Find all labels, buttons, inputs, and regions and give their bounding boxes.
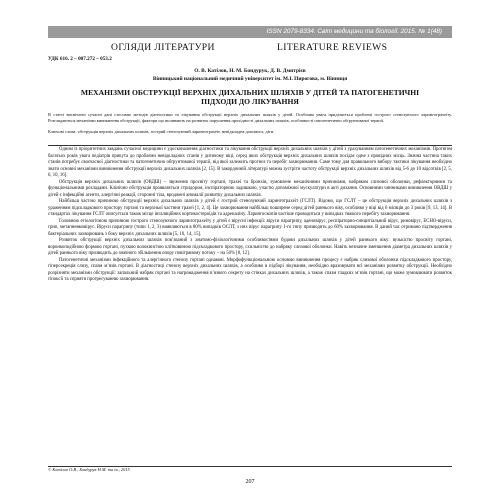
page-number: 207	[245, 479, 255, 485]
authors: О. В. Катілов, Н. М. Бондурук, Д. В. Дмитрієв	[194, 68, 306, 74]
paragraph: Головною етіологічною причиною гострого стенозуючого ларинготрахеїту у дітей є вірусні інфекції: віруси парагрипу, аденовірус, респіраторно-синцитіальний вірус, риновірус, ЕСНО-віруси, грип, метапневмовірус. Віруси парагрипу (типи 1, 2, 3) виявляються в 80% випадків ОСЛТ, з них вірус парагрипу 1-го типу призводить до 60% захворювання. В даний час отримано підтвердження бактеріальних захворювань з боку верхніх дихальних шляхів [5, 10, 14, 15].	[48, 218, 452, 237]
keywords: Ключові слова: обструкція верхніх дихальних шляхів, гострий стенозуючий ларинготрахеїт, невідкладна допомога, діти.	[48, 129, 275, 134]
udk-code: УДК 616. 2 – 007.272 – 053.2	[48, 56, 112, 62]
affiliation: Вінницький національний медичний університет ім. М.І. Пирогова, м. Вінниця	[152, 76, 348, 82]
paragraph: Одним із пріоритетних завдань сучасної медицини є удосконалення діагностики та лікування обструкції верхніх дихальних шляхів у дітей з урахуванням патогенетичних механізмів. Протягом багатьох років увага педіатрів прикута до проблеми невідкладних станів у дитячому віці, серед яких обструкція верхніх дихальних шляхів посідає одне з провідних місць. Значна частина таких станів потребує своєчасної діагностики та патогенетично обґрунтованої терапії, від якої залежить прогноз та перебіг захворювання. Саме тому для правильного вибору тактики лікування необхідно знати основні механізми виникнення обструкції верхніх дихальних шляхів [2, 15]. В закордонній літературі можна зустріти частоту обструкції верхніх дихальних шляхів від 5-6 до 10 відсотків [2, 5, 6, 10, 16].	[48, 147, 452, 178]
section-title-uk: ОГЛЯДИ ЛІТЕРАТУРИ	[111, 42, 215, 53]
paragraph: Обструкція верхніх дихальних шляхів (ОВДШ) – звуження просвіту гортані, трахеї та бронхів, зумовлене механічними причинами, набряком слизової оболонки, рефлекторними та функціональними розладами. Клінічно обструкція проявляється стридором, інспіраторною задишкою, участю допоміжної мускулатури в акті дихання. Основними чинниками виникнення ОВДШ у дітей є інфекційні агенти, алергічні реакції, сторонні тіла, вроджені аномалії розвитку дихальних шляхів.	[48, 179, 452, 198]
paragraph: Розвиток обструкції верхніх дихальних шляхів пов’язаний з анатомо-фізіологічними особливостями будови дихальних шляхів у дітей раннього віку: вузькістю просвіту гортані, воронкоподібною формою гортані, пухкою волокнистою клітковиною підскладкового простору, схильністю до набряку слизової оболонки. Навіть незначне зменшення діаметра дихальних шляхів у дітей раннього віку призводить до значного збільшення опору повітряному потоку – на 50% [8, 12].	[48, 238, 452, 256]
article-title: МЕХАНІЗМИ ОБСТРУКЦІЇ ВЕРХНІХ ДИХАЛЬНИХ ШЛЯХІВ У ДІТЕЙ ТА ПАТОГЕНЕТИЧНІ ПІДХОДИ ДО ЛІКУВАННЯ	[80, 88, 420, 106]
divider	[48, 145, 452, 146]
journal-line: ISSN 2079-8334. Світ медицини та біології. 2015. № 1(48)	[266, 28, 442, 35]
abstract: В статті висвітлені сучасні дані стосовно методів діагностики та лікування обструкції верхніх дихальних шляхів у дітей. Особлива увага приділяється проблемі гострого стенозуючого ларинготрахеїту. Розглядаються механізми виникнення обструкції, фактори що впливають на розвиток порушення прохідності дихальних шляхів, особливості патогенетично обґрунтованої терапії.	[48, 112, 452, 123]
section-title-en: LITERATURE REVIEWS	[277, 42, 388, 53]
paragraph: Патогенетичні механізми інфекційного та алергічного стенозу гортані однакові. Морфофункціональною основою виникнення процесу є набряк слизової оболонки підскладкового простору, гіперсекреція слизу, спазм м’язів гортані. В діагностиці стенозу верхніх дихальних шляхів, а особливо в підборі лікування, необхідно враховувати всі механізми розвитку обструкції. Необхідно розрізняти механізми обструкції: запальний набряк гортані та нагромадження в’язкого секрету на стінках дихальних шляхів, а також спазм гладких м’язів гортані, що може зумовлювати розвиток гіпоксії та сприяти прогресуванню захворювання.	[48, 257, 452, 282]
article-body	[48, 147, 452, 284]
paragraph: Найбільш частою причиною обструкції верхніх дихальних шляхів у дітей є гострий стенозуючий ларинготрахеїт (ГСЛТ). Відомо, що ГСЛТ – це обструкція верхніх дихальних шляхів з ураженням підскладкового простору гортані та верхньої частини трахеї [1, 2, 4]. Це захворювання найбільш поширене серед дітей раннього віку, особливо у віці від 6 місяців до 3 років [9, 13, 14]. В стандартах лікування ГСЛТ описується також місце інгаляційних кортикостероїдів та адреналіну. Ларингоскопія частіше проводиться у випадках тяжкого перебігу захворювання.	[48, 199, 452, 217]
copyright: © Катілов О.В., Бондурук Н.М. та ін., 2015	[48, 467, 130, 472]
